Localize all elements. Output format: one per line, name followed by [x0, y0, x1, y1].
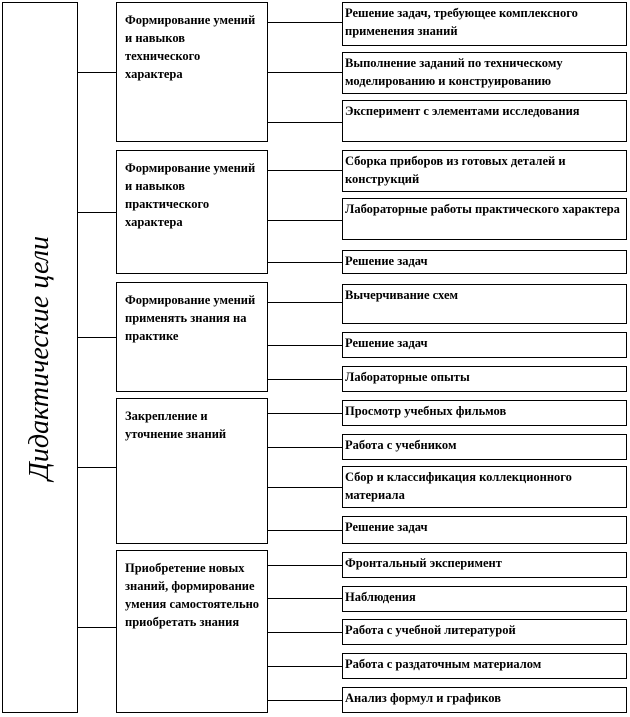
connector-goal-2-item-1 [268, 170, 342, 171]
leaf-box [342, 466, 627, 508]
connector-goal-1-item-1 [268, 22, 342, 23]
connector-goal-2-item-3 [268, 262, 342, 263]
goal-box-4 [116, 398, 268, 544]
goal-label: Формирование умений применять знания на практике [125, 293, 256, 343]
connector-goal-4-item-4 [268, 530, 342, 531]
leaf-box [342, 552, 627, 578]
leaf-label: Сборка приборов из готовых деталей и конструкций [345, 154, 566, 186]
leaf-label: Наблюдения [345, 590, 416, 604]
connector-goal-4-item-1 [268, 413, 342, 414]
leaf-label: Анализ формул и графиков [345, 691, 501, 705]
leaf-box [342, 434, 627, 460]
leaf-label: Работа с раздаточным материалом [345, 657, 542, 671]
leaf-label: Выполнение заданий по техническому моделированию и конструированию [345, 56, 563, 88]
connector-goal-3-item-1 [268, 302, 342, 303]
leaf-box [342, 400, 627, 426]
leaf-box [342, 198, 627, 240]
connector-goal-5-item-3 [268, 632, 342, 633]
goal-box-1 [116, 2, 268, 142]
leaf-box [342, 516, 627, 544]
leaf-box [342, 619, 627, 645]
goal-box-2 [116, 150, 268, 274]
leaf-label: Решение задач [345, 336, 428, 350]
leaf-label: Решение задач [345, 254, 428, 268]
leaf-label: Решение задач, требующее комплексного применения знаний [345, 6, 578, 38]
leaf-label: Лабораторные работы практического характера [345, 202, 620, 216]
goal-label: Формирование умений и навыков практического характера [125, 161, 256, 229]
connector-goal-3-item-3 [268, 379, 342, 380]
leaf-label: Работа с учебной литературой [345, 623, 516, 637]
connector-goal-1-item-3 [268, 122, 342, 123]
connector-goal-5-item-2 [268, 598, 342, 599]
connector-root-goal-5 [78, 627, 116, 628]
connector-root-goal-2 [78, 212, 116, 213]
connector-root-goal-4 [78, 467, 116, 468]
connector-goal-5-item-4 [268, 666, 342, 667]
goal-label: Закрепление и уточнение знаний [125, 409, 227, 441]
leaf-box [342, 100, 627, 142]
leaf-label: Просмотр учебных фильмов [345, 404, 507, 418]
leaf-label: Работа с учебником [345, 438, 457, 452]
connector-root-goal-1 [78, 72, 116, 73]
goal-box-5 [116, 550, 268, 713]
leaf-box [342, 653, 627, 679]
leaf-label: Решение задач [345, 520, 428, 534]
leaf-box [342, 2, 627, 46]
connector-goal-4-item-3 [268, 487, 342, 488]
goal-label: Приобретение новых знаний, формирование умения самостоятельно приобретать знания [125, 561, 260, 629]
connector-root-goal-3 [78, 337, 116, 338]
leaf-box [342, 366, 627, 392]
leaf-box [342, 284, 627, 324]
leaf-label: Лабораторные опыты [345, 370, 470, 384]
connector-goal-3-item-2 [268, 345, 342, 346]
leaf-box [342, 687, 627, 713]
connector-goal-4-item-2 [268, 447, 342, 448]
leaf-box [342, 150, 627, 192]
leaf-label: Эксперимент с элементами исследования [345, 104, 580, 118]
goal-box-3 [116, 282, 268, 392]
leaf-label: Фронтальный эксперимент [345, 556, 502, 570]
leaf-box [342, 332, 627, 358]
root-box [2, 2, 78, 713]
root-label: Дидактические цели [24, 235, 55, 480]
leaf-box [342, 586, 627, 612]
connector-goal-2-item-2 [268, 220, 342, 221]
connector-goal-5-item-1 [268, 565, 342, 566]
leaf-label: Сбор и классификация коллекционного материала [345, 470, 572, 502]
leaf-box [342, 52, 627, 94]
connector-goal-1-item-2 [268, 72, 342, 73]
leaf-label: Вычерчивание схем [345, 288, 459, 302]
leaf-box [342, 250, 627, 274]
goal-label: Формирование умений и навыков технического характера [125, 13, 256, 81]
connector-goal-5-item-5 [268, 700, 342, 701]
